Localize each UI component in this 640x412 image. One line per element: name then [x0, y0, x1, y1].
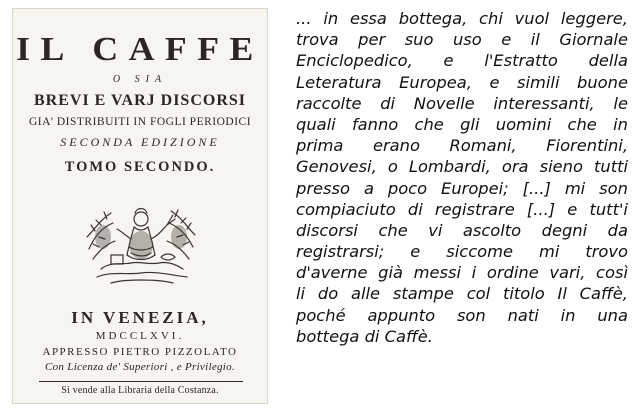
quote-word: d'averne [296, 263, 368, 283]
title-page-divider [39, 381, 243, 382]
book-volume: TOMO SECONDO. [64, 159, 216, 175]
quote-word: mi [564, 178, 586, 198]
quote-word: o [387, 157, 398, 177]
quote-word: buone [577, 72, 628, 92]
quote-word: degni [541, 220, 588, 240]
quote-word: poco [387, 178, 428, 198]
quote-word: che [378, 220, 408, 240]
quote-word: quali [296, 114, 336, 134]
quote-word: bottega, [398, 9, 468, 28]
quote-word: per [358, 30, 386, 50]
quote-word: Giornale [559, 30, 628, 50]
quote-word: registrare [434, 199, 515, 219]
quote-word: e [443, 51, 454, 71]
quote-word: alle [350, 284, 381, 304]
quote-word: Genovesi, [296, 157, 377, 177]
quote-word: Europei; [441, 178, 509, 198]
book-license: Con Licenza de' Superiori , e Privilegio. [44, 361, 236, 373]
quote-word: discorsi [296, 220, 358, 240]
quote-word: li [296, 284, 306, 304]
quote-word: poché [296, 305, 346, 325]
quote-line [296, 135, 628, 156]
quote-word: compiaciuto [296, 199, 396, 219]
quote-word: essa [349, 9, 387, 28]
quote-word: e [410, 242, 421, 262]
quote-word: a [363, 178, 374, 198]
quote-word: do [317, 284, 339, 304]
quote-word: l'Estratto [484, 51, 558, 71]
quote-word: ... [296, 9, 312, 28]
quote-word: siccome [446, 242, 514, 262]
quote-line [296, 72, 628, 93]
quote-word: ora [501, 157, 529, 177]
quote-line [296, 262, 628, 283]
quote-word: ascolto [462, 220, 522, 240]
quote-word: col [466, 284, 491, 304]
quote-word: sieno [539, 157, 583, 177]
quote-word: trovo [585, 242, 628, 262]
quote-passage [296, 8, 628, 347]
quote-word: son [456, 305, 486, 325]
quote-word: i [471, 263, 477, 283]
quote-word: presso [296, 178, 350, 198]
quote-word: in [323, 9, 339, 28]
quote-word: di [407, 199, 423, 219]
quote-word: tutti [594, 157, 628, 177]
quote-word: [...] [522, 178, 551, 198]
quote-word: leggere, [560, 9, 628, 28]
quote-word: in [560, 305, 576, 325]
quote-line [296, 241, 628, 262]
quote-word: e [501, 30, 512, 50]
quote-word: uomini [495, 114, 552, 134]
quote-word: così [596, 263, 628, 283]
quote-word: messi [413, 263, 462, 283]
quote-word: ordine [486, 263, 539, 283]
quote-word: Novelle [413, 93, 475, 113]
book-subtitle: BREVI E VARJ DISCORSI [33, 92, 247, 109]
quote-word: una [597, 305, 628, 325]
quote-line [296, 220, 628, 241]
quote-word: che [567, 114, 597, 134]
quote-word: Leteratura [296, 72, 382, 92]
quote-word: il [530, 30, 540, 50]
quote-word: vari, [549, 263, 586, 283]
quote-word: [...] [526, 199, 556, 219]
allegorical-figure-engraving-icon [81, 189, 201, 291]
quote-word: interessanti, [493, 93, 595, 113]
quote-word: che [414, 114, 444, 134]
quote-word: e [489, 72, 500, 92]
quote-word: mi [538, 242, 560, 262]
quote-word: chi [479, 9, 503, 28]
quote-word: da [607, 220, 628, 240]
book-subtitle-osia: O SIA [112, 74, 168, 85]
quote-line [296, 178, 628, 199]
quote-word: Caffè, [579, 284, 628, 304]
quote-word: nati [507, 305, 539, 325]
quote-line [296, 156, 628, 177]
quote-word: della [588, 51, 628, 71]
quote-line: bottega di Caffè. [296, 326, 433, 346]
quote-line [296, 8, 628, 29]
book-printer: APPRESSO PIETRO PIZZOLATO [42, 346, 238, 358]
quote-word: raccolte [296, 93, 362, 113]
quote-line [296, 93, 628, 114]
quote-word: le [613, 93, 628, 113]
quote-word: titolo [502, 284, 545, 304]
quote-line [296, 283, 628, 304]
quote-word: erano [372, 136, 420, 156]
book-year: MDCCLXVI. [95, 330, 185, 342]
quote-word: gli [460, 114, 480, 134]
quote-word: suo [404, 30, 434, 50]
quote-word: già [378, 263, 403, 283]
quote-word: Enciclopedico, [296, 51, 413, 71]
quote-word: trova [296, 30, 339, 50]
quote-word: Il [557, 284, 567, 304]
quote-word: prima [296, 136, 344, 156]
quote-word: in [613, 114, 628, 134]
quote-word: Europea, [399, 72, 472, 92]
quote-word: Fiorentini, [546, 136, 628, 156]
quote-line [296, 50, 628, 71]
quote-word: e [567, 199, 578, 219]
quote-word: uso [452, 30, 482, 50]
quote-word: son [599, 178, 628, 198]
quote-line [296, 114, 628, 135]
book-seller: Si vende alla Libraria della Costanza. [61, 385, 219, 396]
quote-line [296, 305, 628, 326]
quote-word: appunto [367, 305, 436, 325]
quote-line [296, 199, 628, 220]
quote-word: Romani, [449, 136, 517, 156]
quote-word: stampe [392, 284, 454, 304]
quote-word: Lombardi, [408, 157, 491, 177]
quote-word: tutt'i [589, 199, 628, 219]
quote-word: fanno [351, 114, 399, 134]
book-edition: SECONDA EDIZIONE [60, 135, 220, 149]
quote-word: di [380, 93, 396, 113]
book-title-page [12, 8, 268, 404]
book-distribution-note: GIA' DISTRIBUITI IN FOGLI PERIODICI [28, 116, 252, 128]
book-title: IL CAFFE [16, 31, 264, 68]
quote-word: vuol [514, 9, 550, 28]
book-place: IN VENEZIA, [71, 308, 209, 327]
quote-word: vi [428, 220, 443, 240]
quote-word: simili [517, 72, 560, 92]
quote-word: registrarsi; [296, 242, 385, 262]
quote-line [296, 29, 628, 50]
